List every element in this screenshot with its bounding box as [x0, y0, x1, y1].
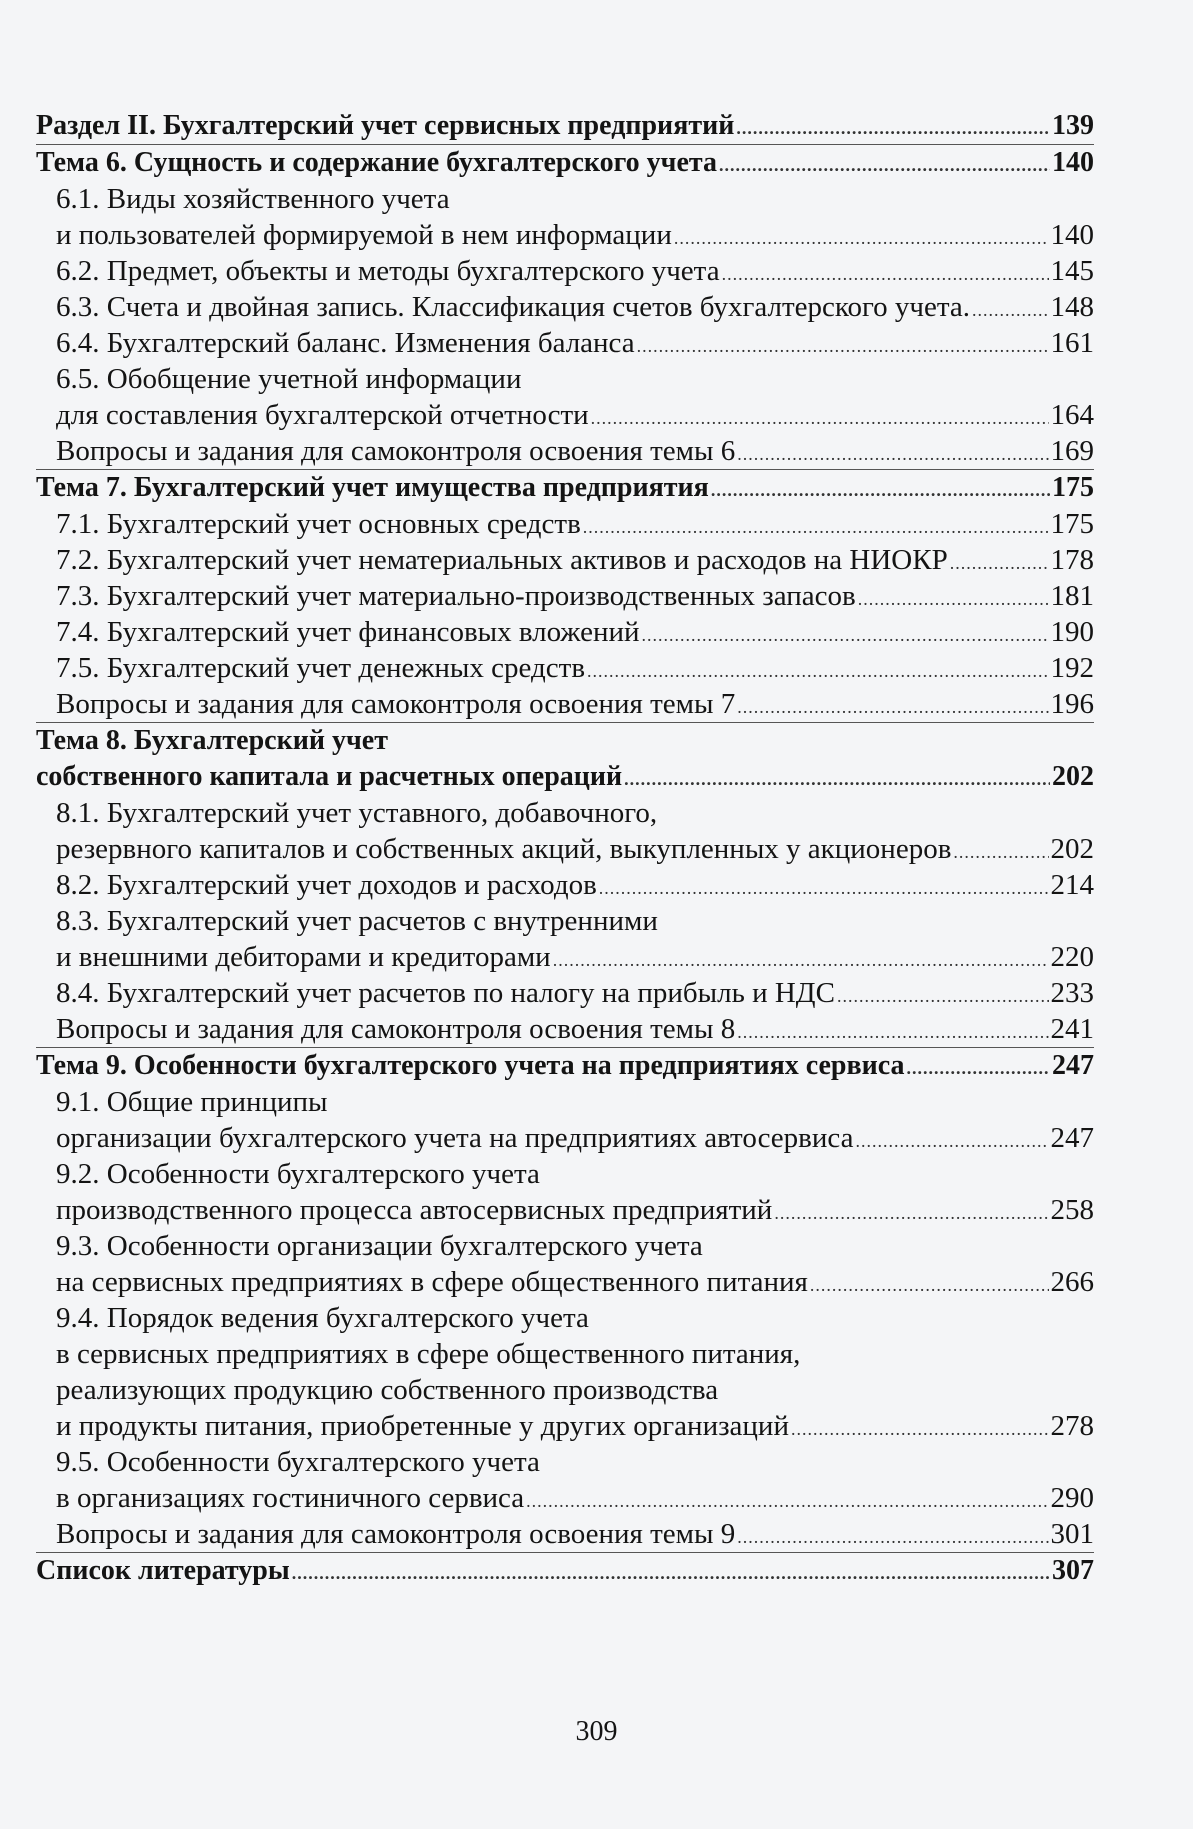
- toc-item: [56, 325, 1094, 361]
- leader-dots: [907, 1050, 1050, 1086]
- toc-page-number: 307: [1052, 1555, 1094, 1586]
- toc-item: [56, 1084, 1094, 1156]
- leader-dots: [591, 400, 1049, 436]
- toc-theme-6-items: [36, 181, 1094, 469]
- toc-item: [56, 614, 1094, 650]
- toc-page-number: 258: [1050, 1194, 1094, 1226]
- toc-heading-text: собственного капитала и расчетных операций: [36, 761, 623, 792]
- leader-dots: [719, 147, 1050, 183]
- table-of-contents: [36, 108, 1094, 1589]
- leader-dots: [950, 545, 1049, 581]
- toc-page-number: 301: [1050, 1518, 1094, 1550]
- toc-item-text: и продукты питания, приобретенные у других организаций: [56, 1410, 789, 1442]
- toc-theme-7: [36, 470, 1094, 506]
- toc-item-text: 8.3. Бухгалтерский учет расчетов с внутренними: [56, 905, 658, 937]
- toc-item-text: Вопросы и задания для самоконтроля освоения темы 6: [56, 435, 736, 467]
- toc-page-number: 202: [1052, 761, 1094, 792]
- toc-heading-text: Тема 6. Сущность и содержание бухгалтерского учета: [36, 147, 717, 178]
- leader-dots: [292, 1555, 1050, 1591]
- leader-dots: [737, 689, 1048, 725]
- toc-page-number: 175: [1050, 508, 1094, 540]
- toc-theme-7-items: [36, 506, 1094, 722]
- toc-page-number: 266: [1050, 1266, 1094, 1298]
- toc-item-text: 8.1. Бухгалтерский учет уставного, добавочного,: [56, 797, 658, 829]
- toc-heading-text: Тема 7. Бухгалтерский учет имущества предприятия: [36, 472, 709, 503]
- toc-item: [56, 361, 1094, 433]
- toc-item-text: в сервисных предприятиях в сфере общественного питания,: [56, 1338, 801, 1370]
- toc-section-2: [36, 108, 1094, 144]
- toc-item-text: 8.4. Бухгалтерский учет расчетов по налогу на прибыль и НДС: [56, 977, 835, 1009]
- leader-dots: [737, 1519, 1048, 1555]
- toc-item: [56, 650, 1094, 686]
- leader-dots: [674, 220, 1049, 256]
- toc-item-text: Вопросы и задания для самоконтроля освоения темы 8: [56, 1013, 736, 1045]
- toc-page-number: 145: [1050, 255, 1094, 287]
- toc-item: [56, 289, 1094, 325]
- toc-item-text: в организациях гостиничного сервиса: [56, 1482, 525, 1514]
- toc-item-text: 9.3. Особенности организации бухгалтерского учета: [56, 1230, 703, 1262]
- leader-dots: [583, 509, 1049, 545]
- toc-item: [56, 433, 1094, 469]
- toc-page-number: 220: [1050, 941, 1094, 973]
- leader-dots: [711, 472, 1050, 508]
- toc-page-number: 148: [1050, 291, 1094, 323]
- toc-item: [56, 506, 1094, 542]
- toc-item: [56, 795, 1094, 867]
- toc-item-text: 6.1. Виды хозяйственного учета: [56, 183, 450, 215]
- leader-dots: [791, 1411, 1049, 1447]
- toc-theme-8-items: [36, 795, 1094, 1047]
- toc-page-number: 175: [1052, 472, 1094, 503]
- toc-item-text: реализующих продукцию собственного производства: [56, 1374, 719, 1406]
- leader-dots: [736, 110, 1050, 146]
- leader-dots: [624, 761, 1050, 797]
- toc-item-text: 7.1. Бухгалтерский учет основных средств: [56, 508, 581, 540]
- leader-dots: [737, 436, 1048, 472]
- toc-heading-text: Тема 8. Бухгалтерский учет: [36, 725, 388, 756]
- toc-item-text: 9.4. Порядок ведения бухгалтерского учета: [56, 1302, 589, 1334]
- toc-heading-text: Раздел II. Бухгалтерский учет сервисных предприятий: [36, 110, 735, 141]
- toc-item: [56, 1516, 1094, 1552]
- leader-dots: [737, 1014, 1048, 1050]
- toc-page-number: 181: [1050, 580, 1094, 612]
- leader-dots: [722, 256, 1049, 292]
- toc-theme-8: [36, 723, 1094, 795]
- leader-dots: [855, 1123, 1048, 1159]
- toc-references: [36, 1553, 1094, 1589]
- toc-item: [56, 1444, 1094, 1516]
- toc-page-number: 196: [1050, 688, 1094, 720]
- toc-item: [56, 975, 1094, 1011]
- toc-page-number: 139: [1052, 110, 1094, 141]
- toc-heading-text: Список литературы: [36, 1555, 290, 1586]
- toc-item-text: и пользователей формируемой в нем информации: [56, 219, 672, 251]
- toc-heading-text: Тема 9. Особенности бухгалтерского учета на предприятиях сервиса: [36, 1050, 905, 1081]
- toc-item-text: для составления бухгалтерской отчетности: [56, 399, 589, 431]
- toc-item: [56, 903, 1094, 975]
- toc-theme-9-items: [36, 1084, 1094, 1552]
- toc-item-text: организации бухгалтерского учета на предприятиях автосервиса: [56, 1122, 854, 1154]
- toc-item-text: 8.2. Бухгалтерский учет доходов и расходов: [56, 869, 597, 901]
- toc-item: [56, 686, 1094, 722]
- toc-item: [56, 1011, 1094, 1047]
- toc-page-number: 233: [1050, 977, 1094, 1009]
- leader-dots: [599, 870, 1049, 906]
- toc-item: [56, 578, 1094, 614]
- leader-dots: [642, 617, 1049, 653]
- toc-page-number: 278: [1050, 1410, 1094, 1442]
- toc-item-text: резервного капиталов и собственных акций, выкупленных у акционеров: [56, 833, 952, 865]
- toc-item-text: 9.5. Особенности бухгалтерского учета: [56, 1446, 540, 1478]
- toc-item-text: Вопросы и задания для самоконтроля освоения темы 9: [56, 1518, 736, 1550]
- toc-item: [56, 867, 1094, 903]
- toc-item-text: 6.2. Предмет, объекты и методы бухгалтерского учета: [56, 255, 720, 287]
- toc-page-number: 290: [1050, 1482, 1094, 1514]
- toc-page-number: 140: [1052, 147, 1094, 178]
- toc-page-number: 202: [1050, 833, 1094, 865]
- toc-item-text: 6.5. Обобщение учетной информации: [56, 363, 522, 395]
- toc-item-text: 7.4. Бухгалтерский учет финансовых вложений: [56, 616, 640, 648]
- leader-dots: [587, 653, 1048, 689]
- toc-page-number: 241: [1050, 1013, 1094, 1045]
- toc-page-number: 164: [1050, 399, 1094, 431]
- toc-item-text: 7.2. Бухгалтерский учет нематериальных активов и расходов на НИОКР: [56, 544, 948, 576]
- leader-dots: [953, 834, 1048, 870]
- toc-item-text: 7.3. Бухгалтерский учет материально-производственных запасов: [56, 580, 856, 612]
- toc-page-number: 214: [1050, 869, 1094, 901]
- toc-item: [56, 542, 1094, 578]
- toc-theme-9: [36, 1048, 1094, 1084]
- toc-item: [56, 1228, 1094, 1300]
- toc-page-number: 247: [1050, 1122, 1094, 1154]
- toc-page-number: 247: [1052, 1050, 1094, 1081]
- leader-dots: [526, 1483, 1048, 1519]
- toc-item-text: 9.2. Особенности бухгалтерского учета: [56, 1158, 540, 1190]
- toc-page-number: 192: [1050, 652, 1094, 684]
- toc-page-number: 161: [1050, 327, 1094, 359]
- toc-page-number: 140: [1050, 219, 1094, 251]
- toc-item: [56, 253, 1094, 289]
- leader-dots: [810, 1267, 1049, 1303]
- toc-item-text: 6.3. Счета и двойная запись. Классификация счетов бухгалтерского учета.: [56, 291, 971, 323]
- toc-item-text: на сервисных предприятиях в сфере общественного питания: [56, 1266, 808, 1298]
- toc-item-text: 6.4. Бухгалтерский баланс. Изменения баланса: [56, 327, 635, 359]
- toc-item: [56, 181, 1094, 253]
- toc-item-text: Вопросы и задания для самоконтроля освоения темы 7: [56, 688, 736, 720]
- toc-item-text: 9.1. Общие принципы: [56, 1086, 328, 1118]
- toc-theme-6: [36, 145, 1094, 181]
- leader-dots: [553, 942, 1049, 978]
- leader-dots: [972, 292, 1048, 328]
- toc-page-number: 178: [1050, 544, 1094, 576]
- leader-dots: [858, 581, 1049, 617]
- leader-dots: [837, 978, 1049, 1014]
- toc-page-number: 169: [1050, 435, 1094, 467]
- toc-item-text: 7.5. Бухгалтерский учет денежных средств: [56, 652, 586, 684]
- toc-item: [56, 1156, 1094, 1228]
- leader-dots: [774, 1195, 1048, 1231]
- page-number: 309: [575, 1716, 618, 1747]
- toc-item-text: и внешними дебиторами и кредиторами: [56, 941, 551, 973]
- toc-item-text: производственного процесса автосервисных предприятий: [56, 1194, 773, 1226]
- toc-page-number: 190: [1050, 616, 1094, 648]
- leader-dots: [637, 328, 1049, 364]
- toc-item: [56, 1300, 1094, 1444]
